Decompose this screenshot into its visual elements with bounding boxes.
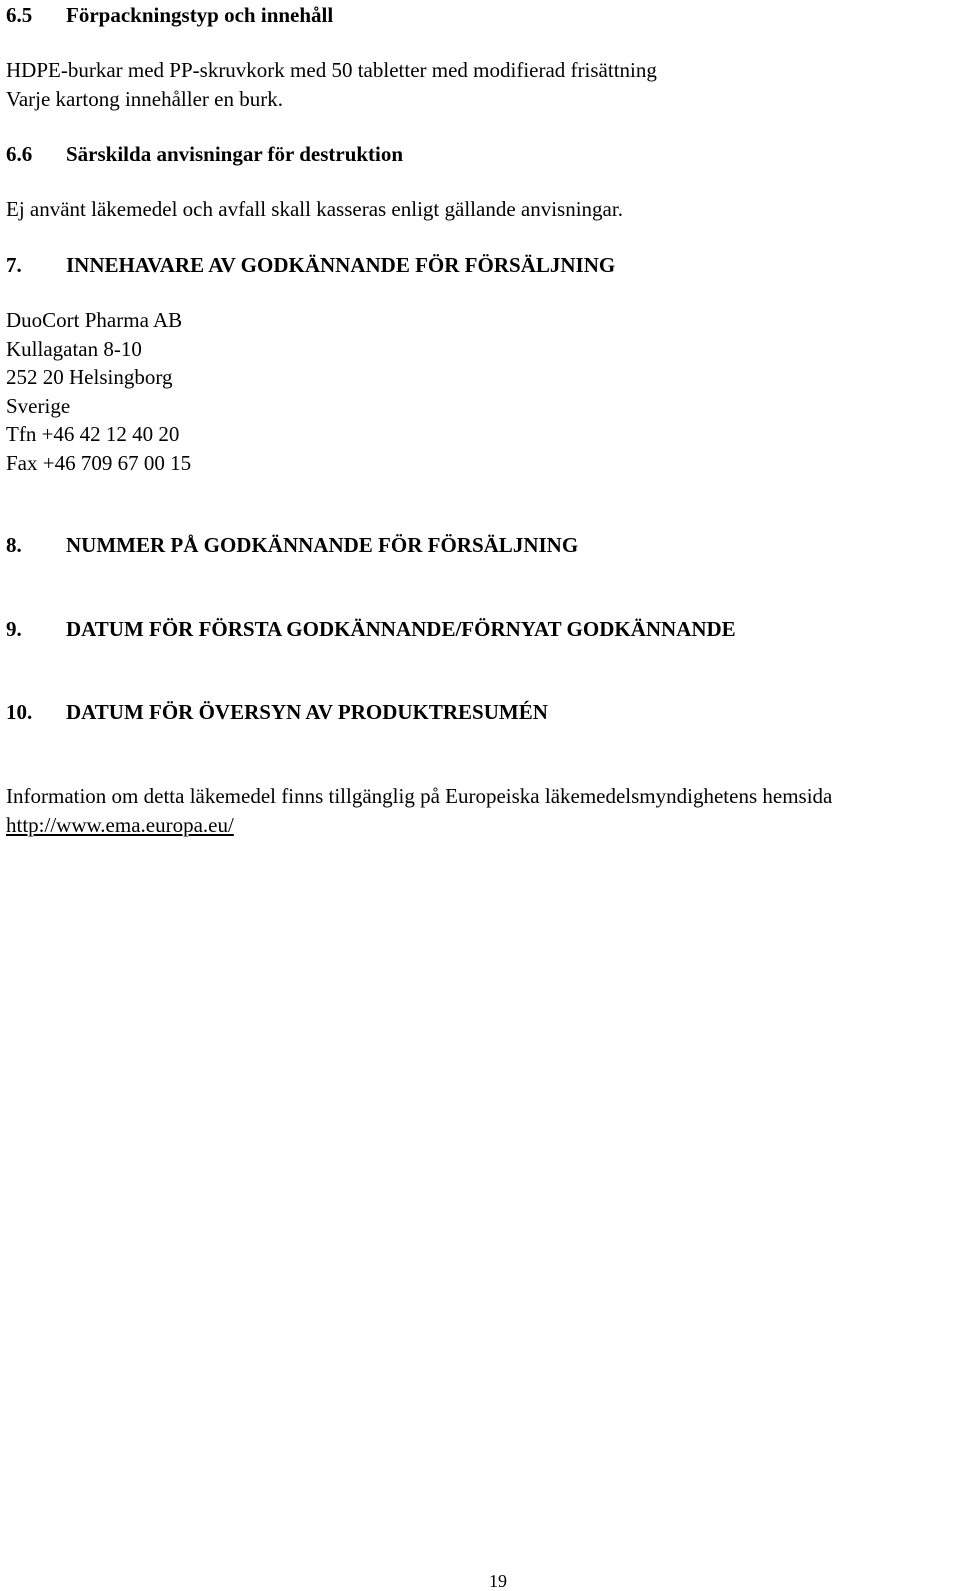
section-heading-6-6: [6, 140, 403, 168]
section-heading-7: [6, 251, 615, 279]
section-title: INNEHAVARE AV GODKÄNNANDE FÖR FÖRSÄLJNING: [66, 253, 616, 277]
section-number: 6.5: [6, 3, 33, 27]
section-body-6-5: [6, 56, 657, 113]
phone-number: Tfn +46 42 12 40 20: [6, 422, 180, 446]
section-heading-10: [6, 698, 548, 726]
company-name: DuoCort Pharma AB: [6, 308, 183, 332]
page-number: 19: [489, 1571, 507, 1591]
section-number: 10.: [6, 700, 33, 724]
section-number: 8.: [6, 533, 22, 557]
ema-website-link[interactable]: http://www.ema.europa.eu/: [6, 812, 234, 837]
postal-city: 252 20 Helsingborg: [6, 365, 173, 389]
body-line: Information om detta läkemedel finns tillgänglig på Europeiska läkemedelsmyndighetens hemsida: [6, 784, 833, 808]
body-line: Varje kartong innehåller en burk.: [6, 86, 283, 111]
section-number: 6.6: [6, 142, 33, 166]
section-title: DATUM FÖR FÖRSTA GODKÄNNANDE/FÖRNYAT GODKÄNNANDE: [66, 617, 736, 641]
section-title: DATUM FÖR ÖVERSYN AV PRODUKTRESUMÉN: [66, 700, 548, 724]
body-line: Ej använt läkemedel och avfall skall kasseras enligt gällande anvisningar.: [6, 197, 623, 221]
section-body-6-6: [6, 195, 623, 224]
street-address: Kullagatan 8-10: [6, 336, 142, 361]
section-number: 7.: [6, 253, 22, 277]
section-title: Särskilda anvisningar för destruktion: [66, 142, 404, 166]
section-body-7-address: [6, 306, 191, 477]
fax-number: Fax +46 709 67 00 15: [6, 450, 192, 475]
body-line: HDPE-burkar med PP-skruvkork med 50 tabletter med modifierad frisättning: [6, 58, 657, 82]
section-heading-9: [6, 615, 736, 643]
country: Sverige: [6, 393, 71, 418]
section-heading-6-5: [6, 1, 333, 29]
section-heading-8: [6, 531, 578, 559]
section-number: 9.: [6, 617, 22, 641]
section-body-10: [6, 782, 832, 839]
section-title: Förpackningstyp och innehåll: [66, 3, 334, 27]
section-title: NUMMER PÅ GODKÄNNANDE FÖR FÖRSÄLJNING: [66, 533, 579, 557]
